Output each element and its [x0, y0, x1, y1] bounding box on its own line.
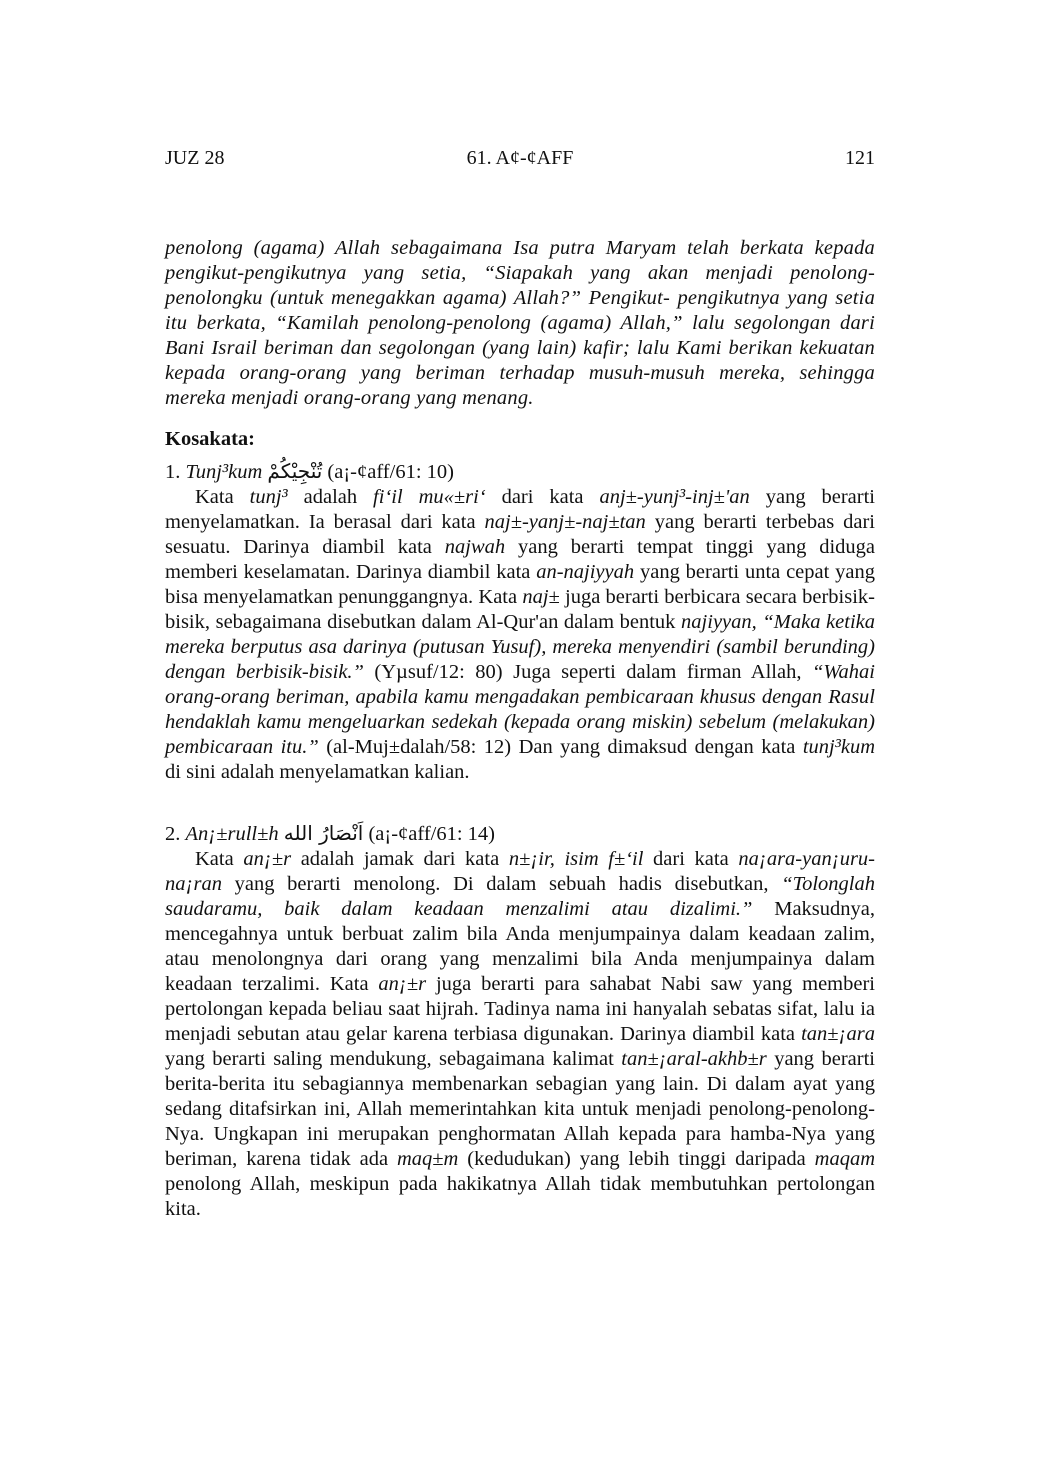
- juz-label: JUZ 28: [165, 147, 225, 169]
- entry-arabic: تُنْجِيْكُمْ: [267, 459, 323, 483]
- entry-number: 2.: [165, 823, 181, 845]
- text-run: (al-Muj±dalah/58: 12) Dan yang dimaksud dengan kata: [318, 736, 803, 758]
- text-run: Kata: [195, 848, 244, 870]
- italic-quote: “Wahai orang-orang beriman, apabila kamu mengadakan pembicaraan khusus dengan Rasul hendaklah kamu mengeluarkan sedekah (kepada orang miskin) sebelum (melakukan) pembicaraan itu.”: [165, 661, 875, 758]
- text-run: dari kata: [643, 848, 739, 870]
- italic-term: anj±-yunj³-inj±'an: [599, 486, 750, 508]
- kosakata-heading: Kosakata:: [165, 428, 255, 450]
- entry-arabic: اَنْصَارُ الله: [283, 821, 364, 845]
- italic-term: tan±¡aral-akhb±r: [621, 1048, 767, 1070]
- vocab-entry-heading: [165, 459, 875, 485]
- text-run: yang berarti tempat tinggi yang diduga memberi keselamatan. Darinya diambil kata: [165, 536, 876, 583]
- italic-term: n±¡ir, isim f±‘il: [508, 848, 644, 870]
- italic-term: maqam: [814, 1148, 875, 1170]
- text-run: adalah: [287, 486, 374, 508]
- text-run: yang berarti berita-berita itu sebagiannya membenarkan sebagian yang lain. Di dalam ayat yang sedang ditafsirkan ini, Allah memerintahkan kita untuk menjadi penolong-penolong-Nya. Ungkapan ini merupakan penghormatan Allah kepada para hamba-Nya yang beriman, karena tidak ada: [165, 1048, 875, 1170]
- italic-term: fi‘il mu«±ri‘: [373, 486, 486, 508]
- page-header: [165, 147, 875, 175]
- text-run: yang berarti unta cepat yang bisa menyelamatkan penunggangnya. Kata: [165, 561, 875, 608]
- translation-line: kepada pengikut-pengikutnya yang setia, “Siapakah yang akan menjadi: [165, 237, 876, 284]
- page-number: 121: [845, 147, 875, 169]
- italic-term: tan±¡ara: [801, 1023, 875, 1045]
- italic-quote: najiyyan, “Maka ketika mereka berputus asa darinya (putusan Yusuf), mereka menyendiri (sambil berunding) dengan berbisik-bisik.”: [165, 611, 875, 683]
- italic-term: tunj³: [249, 486, 288, 508]
- italic-term: an¡±r: [378, 973, 427, 995]
- text-run: (kedudukan) yang lebih tinggi daripada: [458, 1148, 815, 1170]
- italic-term: an¡±r: [243, 848, 292, 870]
- text-run: (Yµsuf/12: 80) Juga seperti dalam firman Allah,: [363, 661, 812, 683]
- vocab-entry-heading: [165, 821, 875, 847]
- text-run: Kata: [195, 486, 250, 508]
- entry-term: An¡±rull±h: [185, 823, 279, 845]
- italic-term: maq±m: [396, 1148, 459, 1170]
- surah-title: 61. A¢-¢AFF: [466, 147, 574, 169]
- text-run: yang berarti menolong. Di dalam sebuah hadis disebutkan,: [221, 873, 782, 895]
- italic-term: na¡ara-yan¡uru-na¡ran: [165, 848, 876, 895]
- translation-line: penolong-penolongku (untuk menegakkan agama) Allah?” Pengikut-: [165, 262, 875, 309]
- italic-term: naj±-yanj±-naj±tan: [484, 511, 646, 533]
- text-run: juga berarti berbicara secara berbisik-bisik, sebagaimana disebutkan dalam Al-Qur'an dalam bentuk: [165, 586, 876, 633]
- text-run: dari kata: [485, 486, 600, 508]
- text-run: Maksudnya, mencegahnya untuk berbuat zalim bila Anda menjumpainya dalam keadaan zalim, atau menolongnya dari orang yang menzalimi bila Anda menjumpainya dalam keadaan terzalimi. Kata: [165, 898, 876, 995]
- translation-line: terhadap musuh-musuh mereka, sehingga mereka menjadi orang-orang: [165, 362, 875, 409]
- italic-term: an-najiyyah: [536, 561, 635, 583]
- text-run: yang berarti saling mendukung, sebagaimana kalimat: [165, 1048, 622, 1070]
- entry-term: Tunj³kum: [185, 461, 263, 483]
- page-body: [165, 236, 875, 1222]
- text-run: di sini adalah menyelamatkan kalian.: [165, 761, 470, 783]
- vocab-entry-paragraph: [165, 485, 875, 785]
- text-run: juga berarti para sahabat Nabi saw yang memberi pertolongan kepada beliau saat hijrah. Tadinya nama ini hanyalah sebatas sifat, lalu ia menjadi sebutan atau gelar karena terbiasa digunakan. Darinya diambil kata: [165, 973, 875, 1045]
- entry-reference: (a¡-¢aff/61: 14): [368, 823, 496, 845]
- translation-line: lain) kafir; lalu Kami berikan kekuatan kepada orang-orang yang beriman: [165, 337, 875, 384]
- text-run: yang berarti menyelamatkan. Ia berasal dari kata: [165, 486, 876, 533]
- text-run: yang berarti terbebas dari sesuatu. Darinya diambil kata: [165, 511, 875, 558]
- translation-line: Allah,” lalu segolongan dari Bani Israil beriman dan segolongan (yang: [165, 312, 875, 359]
- translation-paragraph: [165, 236, 875, 411]
- italic-term: naj±: [522, 586, 560, 608]
- italic-quote: “Tolonglah saudaramu, baik dalam keadaan menzalimi atau dizalimi.”: [165, 873, 875, 920]
- italic-term: najwah: [444, 536, 506, 558]
- entry-number: 1.: [165, 461, 181, 483]
- italic-term: tunj³kum: [802, 736, 876, 758]
- translation-line: yang menang.: [416, 387, 534, 409]
- vocab-entry-paragraph: [165, 847, 875, 1222]
- translation-line: penolong (agama) Allah sebagaimana Isa putra Maryam telah berkata: [165, 237, 804, 259]
- text-run: penolong Allah, meskipun pada hakikatnya Allah tidak membutuhkan pertolongan kita.: [165, 1173, 875, 1220]
- text-run: adalah jamak dari kata: [291, 848, 509, 870]
- translation-line: pengikutnya yang setia itu berkata, “Kamilah penolong-penolong (agama): [165, 287, 876, 334]
- entry-reference: (a¡-¢aff/61: 10): [327, 461, 454, 483]
